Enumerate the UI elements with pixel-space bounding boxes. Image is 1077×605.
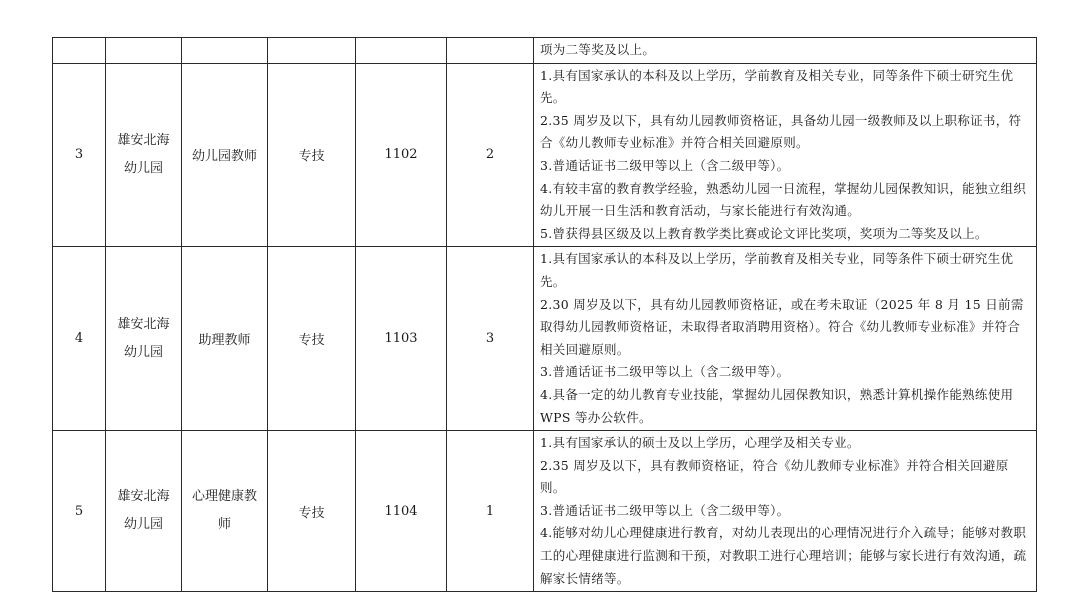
requirement-item: 5.曾获得县区级及以上教育教学类比赛或论文评比奖项，奖项为二等奖及以上。 [540, 225, 988, 241]
cell-no: 3 [53, 63, 106, 247]
unit-line: 雄安北海 [117, 132, 170, 148]
cell-unit [106, 38, 182, 64]
cell-position [182, 431, 268, 592]
requirement-item: 1.具有国家承认的本科及以上学历，学前教育及相关专业，同等条件下硕士研究生优先。 [540, 251, 1014, 289]
requirement-item: 1.具有国家承认的硕士及以上学历，心理学及相关专业。 [540, 435, 860, 451]
cell-count [447, 38, 534, 64]
cell-code: 1103 [356, 247, 447, 431]
requirement-item: 2.35 周岁及以下，具有幼儿园教师资格证，具备幼儿园一级教师及以上职称证书，符合《幼儿教师专业标准》并符合相关回避原则。 [540, 112, 1022, 151]
cell-category: 专技 [268, 431, 356, 592]
cell-category: 专技 [268, 247, 356, 431]
cell-requirements [534, 63, 1037, 247]
cell-count: 3 [447, 247, 534, 431]
table-row-continuation [53, 38, 1037, 64]
cell-category: 专技 [268, 63, 356, 247]
cell-requirements [534, 431, 1037, 592]
unit-line: 幼儿园 [123, 517, 163, 533]
cell-code: 1104 [356, 431, 447, 592]
table-row [53, 63, 1037, 247]
cell-no [53, 38, 106, 64]
requirement-item: 3.普通话证书二级甲等以上（含二级甲等）。 [540, 502, 790, 518]
requirement-item: 3.普通话证书二级甲等以上（含二级甲等）。 [540, 157, 790, 173]
requirement-item: 1.具有国家承认的本科及以上学历，学前教育及相关专业，同等条件下硕士研究生优先。 [540, 67, 1014, 106]
cell-unit [106, 247, 182, 431]
cell-position: 幼儿园教师 [182, 63, 268, 247]
table-row [53, 247, 1037, 431]
unit-line: 雄安北海 [117, 316, 170, 332]
cell-no: 5 [53, 431, 106, 592]
requirement-line: 项为二等奖及以上。 [540, 42, 656, 57]
position-line: 心理健康教 [191, 489, 257, 505]
requirement-item: 2.35 周岁及以下，具有教师资格证，符合《幼儿教师专业标准》并符合相关回避原则。 [540, 457, 1009, 496]
position-line: 师 [217, 517, 231, 533]
cell-position: 助理教师 [182, 247, 268, 431]
cell-count: 2 [447, 63, 534, 247]
cell-no: 4 [53, 247, 106, 431]
cell-requirements [534, 247, 1037, 431]
unit-line: 幼儿园 [123, 160, 163, 176]
recruitment-table [52, 37, 1037, 592]
requirement-item: 2.30 周岁及以下，具有幼儿园教师资格证，或在考未取证（2025 年 8 月 15 日前需取得幼儿园教师资格证，未取得者取消聘用资格）。符合《幼儿教师专业标准》并符合相关回避原则。 [540, 296, 1024, 357]
cell-code [356, 38, 447, 64]
cell-position [182, 38, 268, 64]
cell-unit [106, 431, 182, 592]
unit-line: 幼儿园 [123, 344, 163, 360]
cell-requirements [534, 38, 1037, 64]
cell-category [268, 38, 356, 64]
cell-count: 1 [447, 431, 534, 592]
requirement-item: 4.能够对幼儿心理健康进行教育，对幼儿表现出的心理情况进行介入疏导；能够对教职工的心理健康进行监测和干预，对教职工进行心理培训；能够与家长进行有效沟通，疏解家长情绪等。 [540, 525, 1027, 586]
cell-unit [106, 63, 182, 247]
table-row [53, 431, 1037, 592]
cell-code: 1102 [356, 63, 447, 247]
requirement-item: 3.普通话证书二级甲等以上（含二级甲等）。 [540, 364, 790, 380]
requirement-item: 4.有较丰富的教育教学经验，熟悉幼儿园一日流程，掌握幼儿园保教知识，能独立组织幼儿开展一日生活和教育活动，与家长能进行有效沟通。 [540, 180, 1027, 219]
requirement-item: 4.具备一定的幼儿教育专业技能，掌握幼儿园保教知识，熟悉计算机操作能熟练使用 WPS 等办公软件。 [540, 386, 1014, 425]
unit-line: 雄安北海 [117, 489, 170, 505]
